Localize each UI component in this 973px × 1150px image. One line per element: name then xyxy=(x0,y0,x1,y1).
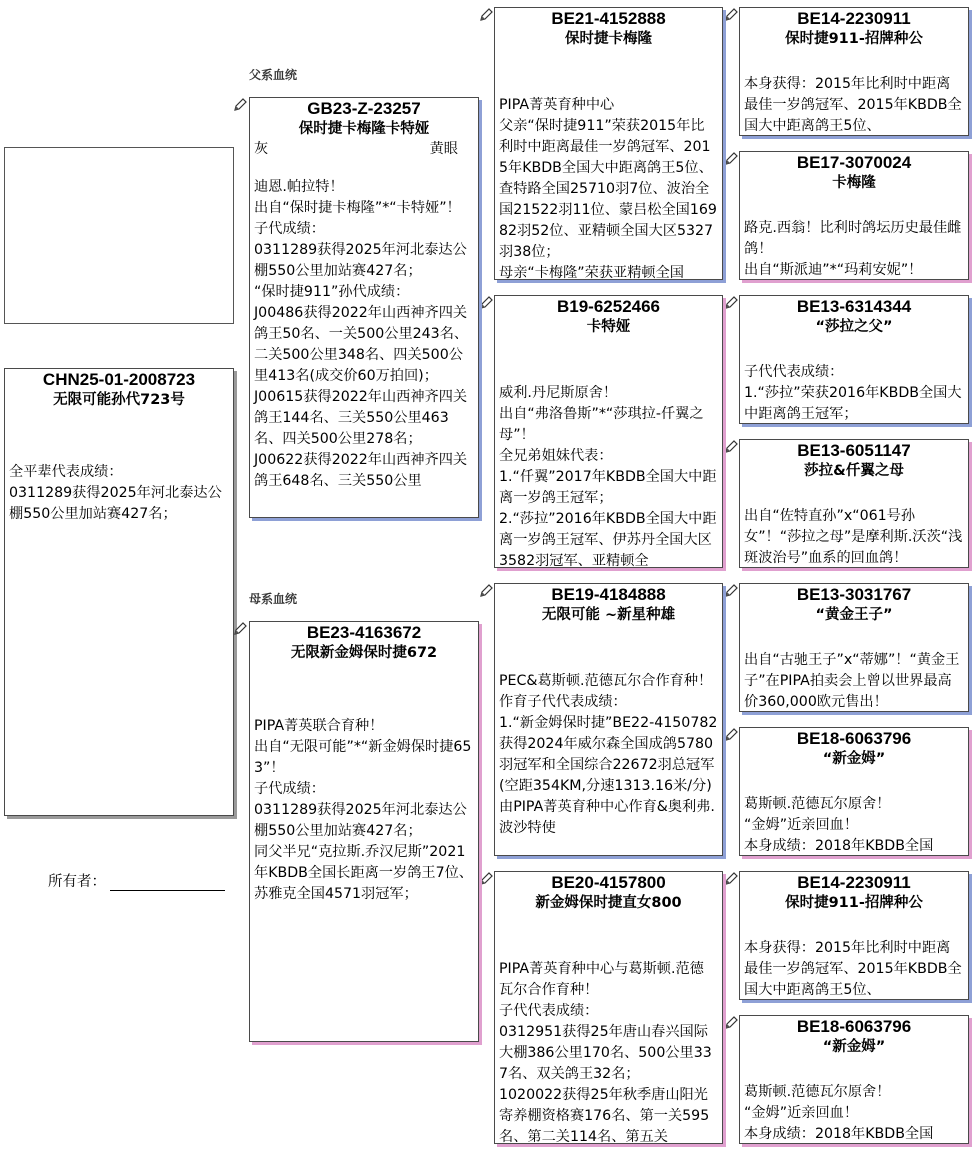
maternal-label: 母系血统 xyxy=(249,592,298,606)
dam-card[interactable] xyxy=(249,621,479,1042)
great-grandparent-card[interactable] xyxy=(739,583,969,712)
grandparent-ring: BE20-4157800 xyxy=(551,873,666,892)
edit-pencil-icon[interactable] xyxy=(724,584,738,598)
grandparent-name: 卡特娅 xyxy=(586,319,631,335)
grandparent-text: PIPA菁英育种中心与葛斯顿.范德瓦尔合作育种！ 子代代表成绩： 0312951获得25年唐山春兴国际大棚386公里170名、500公里337名、双关鸽王32名； 1020022获得25年秋季唐山阳光寄养棚资格赛176名、第一关595名、第二关114名、第五关 xyxy=(499,961,712,1144)
great-grandparent-name: “新金姆” xyxy=(822,751,886,767)
edit-pencil-icon[interactable] xyxy=(724,440,738,454)
edit-pencil-icon[interactable] xyxy=(724,152,738,166)
grandparent-card[interactable] xyxy=(494,295,723,568)
subject-text: 全平辈代表成绩： 0311289获得2025年河北泰达公棚550公里加站赛427名； xyxy=(9,464,222,522)
great-grandparent-name: 卡梅隆 xyxy=(832,175,876,191)
grandparent-text: PIPA菁英育种中心 父亲“保时捷911”荣获2015年比利时中距离最佳一岁鸽冠军、2015年KBDB全国大中距离鸽王5位、查特路全国25710羽7位、波治全国21522羽11位、蒙吕松全国16982羽52位、亚精顿全国大区5327羽38位； 母亲“卡梅隆”荣获亚精顿全国 xyxy=(499,97,717,280)
great-grandparent-card[interactable] xyxy=(739,295,969,424)
owner-field[interactable] xyxy=(48,870,225,891)
great-grandparent-ring: BE13-6314344 xyxy=(796,297,912,316)
subject-ring: CHN25-01-2008723 xyxy=(42,370,196,389)
sire-text: 迪恩.帕拉特！ 出自“保时捷卡梅隆”*“卡特娅”！ 子代成绩： 0311289获得2025年河北泰达公棚550公里加站赛427名； “保时捷911”孙代成绩： J00486获得2022年山西神齐四关鸽王50名、一关500公里243名、二关500公里348名、四关500公里413名(成交价60万拍回)； J00615获得2022年山西神齐四关鸽王144名、三关550公里463名、四关500公里278名； J00622获得2022年山西神齐四关鸽王648名、三关550公里 xyxy=(254,179,469,489)
grandparent-text: PEC&葛斯顿.范德瓦尔合作育种！ 作育子代代表成绩： 1.“新金姆保时捷”BE22-4150782获得2024年威尔森全国成鸽5780羽冠军和全国综合22672羽总冠军(空距354KM,分速1313.16米/分)由PIPA菁英育种中心作育&奥利弗.波沙特使 xyxy=(499,673,718,836)
owner-line[interactable] xyxy=(110,874,225,891)
great-grandparent-ring: BE14-2230911 xyxy=(797,873,911,892)
great-grandparent-name: 保时捷911-招牌种公 xyxy=(785,31,923,47)
grandparent-ring: BE21-4152888 xyxy=(551,9,666,28)
edit-pencil-icon[interactable] xyxy=(479,584,493,598)
owner-label: 所有者： xyxy=(48,874,106,890)
dam-text: PIPA菁英联合育种！ 出自“无限可能”*“新金姆保时捷653”！ 子代成绩： 0311289获得2025年河北泰达公棚550公里加站赛427名； 同父半兄“克拉斯.乔汉尼斯”2021年KBDB全国长距离一岁鸽王7位、苏雅克全国4571羽冠军； xyxy=(254,718,473,902)
great-grandparent-text: 出自“佐特直孙”x“061号孙女”！“莎拉之母”是摩利斯.沃茨“浅斑波治号”血系的回血鸽！ xyxy=(744,508,963,566)
grandparent-ring: BE19-4184888 xyxy=(551,585,666,604)
sire-card[interactable] xyxy=(249,97,479,518)
great-grandparent-ring: BE13-6051147 xyxy=(797,441,911,460)
edit-pencil-icon[interactable] xyxy=(724,728,738,742)
great-grandparent-text: 本身获得：2015年比利时中距离最佳一岁鸽冠军、2015年KBDB全国大中距离鸽王5位、 xyxy=(744,76,962,134)
great-grandparent-card[interactable] xyxy=(739,7,969,136)
sire-color: 灰 xyxy=(254,141,269,157)
sire-name: 保时捷卡梅隆卡特娅 xyxy=(298,121,430,137)
edit-pencil-icon[interactable] xyxy=(233,622,247,636)
grandparent-card[interactable] xyxy=(494,871,723,1144)
paternal-label: 父系血统 xyxy=(249,68,298,82)
great-grandparent-name: 莎拉&仟翼之母 xyxy=(804,463,904,479)
great-grandparent-card[interactable] xyxy=(739,439,969,568)
great-grandparent-card[interactable] xyxy=(739,1015,969,1144)
great-grandparent-text: 路克.西翁！比利时鸽坛历史最佳雌鸽！ 出自“斯派迪”*“玛莉安妮”！ xyxy=(744,220,962,278)
great-grandparent-text: 葛斯顿.范德瓦尔原舍！ “金姆”近亲回血！ 本身成绩：2018年KBDB全国 xyxy=(744,796,934,854)
grandparent-card[interactable] xyxy=(494,7,723,280)
great-grandparent-ring: BE13-3031767 xyxy=(796,585,912,604)
grandparent-name: 新金姆保时捷直女800 xyxy=(535,895,682,911)
edit-pencil-icon[interactable] xyxy=(724,296,738,310)
great-grandparent-text: 出自“古驰王子”x“蒂娜”！“黄金王子”在PIPA拍卖会上曾以世界最高价360,000欧元售出！ xyxy=(744,652,960,710)
grandparent-name: 保时捷卡梅隆 xyxy=(565,31,652,47)
great-grandparent-card[interactable] xyxy=(739,727,969,856)
subject-name: 无限可能孙代723号 xyxy=(53,392,185,408)
edit-pencil-icon[interactable] xyxy=(724,1016,738,1030)
great-grandparent-ring: BE18-6063796 xyxy=(796,1017,912,1036)
subject-card[interactable] xyxy=(4,368,234,816)
grandparent-ring: B19-6252466 xyxy=(556,297,661,316)
dam-ring: BE23-4163672 xyxy=(306,623,422,642)
grandparent-name: 无限可能 ~新星种雄 xyxy=(541,607,676,623)
edit-pencil-icon[interactable] xyxy=(233,98,247,112)
edit-pencil-icon[interactable] xyxy=(724,8,738,22)
great-grandparent-text: 本身获得：2015年比利时中距离最佳一岁鸽冠军、2015年KBDB全国大中距离鸽王5位、 xyxy=(744,940,962,998)
great-grandparent-name: “黄金王子” xyxy=(815,607,893,623)
great-grandparent-card[interactable] xyxy=(739,871,969,1000)
great-grandparent-ring: BE18-6063796 xyxy=(796,729,912,748)
edit-pencil-icon[interactable] xyxy=(479,296,493,310)
great-grandparent-card[interactable] xyxy=(739,151,969,280)
great-grandparent-ring: BE14-2230911 xyxy=(797,9,911,28)
great-grandparent-ring: BE17-3070024 xyxy=(796,153,912,172)
edit-pencil-icon[interactable] xyxy=(479,872,493,886)
edit-pencil-icon[interactable] xyxy=(724,872,738,886)
great-grandparent-name: 保时捷911-招牌种公 xyxy=(785,895,923,911)
grandparent-text: 威利.丹尼斯原舍！ 出自“弗洛鲁斯”*“莎琪拉-仟翼之母”！ 全兄弟姐妹代表： 1.“仟翼”2017年KBDB全国大中距离一岁鸽王冠军； 2.“莎拉”2016年KBDB全国大中距离一岁鸽王冠军、伊苏丹全国大区3582羽冠军、亚精顿全 xyxy=(499,385,717,568)
grandparent-card[interactable] xyxy=(494,583,723,856)
great-grandparent-text: 葛斯顿.范德瓦尔原舍！ “金姆”近亲回血！ 本身成绩：2018年KBDB全国 xyxy=(744,1084,934,1142)
edit-pencil-icon[interactable] xyxy=(479,8,493,22)
great-grandparent-name: “莎拉之父” xyxy=(815,319,893,335)
sire-ring: GB23-Z-23257 xyxy=(307,99,421,118)
great-grandparent-name: “新金姆” xyxy=(822,1039,886,1055)
great-grandparent-text: 子代代表成绩： 1.“莎拉”荣获2016年KBDB全国大中距离鸽王冠军； xyxy=(744,364,962,422)
dam-name: 无限新金姆保时捷672 xyxy=(290,645,438,661)
sire-eye: 黄眼 xyxy=(429,141,458,157)
photo-box xyxy=(4,147,234,324)
